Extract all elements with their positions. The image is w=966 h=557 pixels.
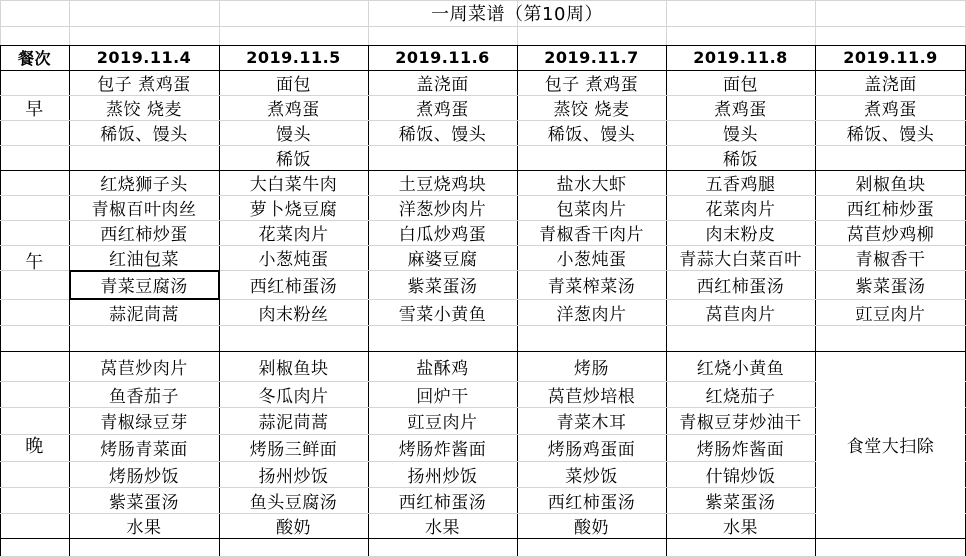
menu-cell[interactable]: 包菜肉片 [556, 200, 627, 220]
menu-cell[interactable]: 莴苣炒鸡柳 [846, 225, 935, 245]
menu-cell[interactable]: 稀饭 [723, 150, 758, 170]
grid-line-horizontal [0, 538, 966, 539]
menu-cell[interactable]: 水果 [723, 518, 758, 538]
menu-cell[interactable]: 蒜泥茼蒿 [258, 413, 329, 433]
menu-cell[interactable]: 蒸饺 烧麦 [553, 100, 630, 120]
menu-cell[interactable]: 稀饭、馒头 [547, 125, 636, 145]
menu-cell[interactable]: 紫菜蛋汤 [855, 277, 926, 297]
selected-cell-outline [69, 270, 220, 300]
menu-cell[interactable]: 花菜肉片 [705, 200, 776, 220]
menu-cell[interactable]: 盐酥鸡 [416, 358, 469, 379]
menu-cell[interactable]: 雪菜小黄鱼 [398, 304, 487, 325]
menu-cell[interactable]: 剁椒鱼块 [855, 175, 926, 195]
menu-cell[interactable]: 小葱炖蛋 [556, 250, 627, 270]
menu-cell[interactable]: 鱼香茄子 [109, 386, 179, 407]
menu-cell[interactable]: 包子 煮鸡蛋 [97, 75, 191, 95]
menu-cell[interactable]: 盐水大虾 [556, 175, 627, 195]
meal-column-header[interactable]: 餐次 [17, 49, 51, 68]
menu-cell[interactable]: 什锦炒饭 [705, 466, 776, 487]
grid-line-horizontal [0, 325, 966, 326]
menu-cell[interactable]: 剁椒鱼块 [258, 358, 329, 379]
grid-line-vertical [69, 0, 70, 45]
menu-cell[interactable]: 鱼头豆腐汤 [249, 492, 338, 513]
menu-cell[interactable]: 土豆烧鸡块 [398, 175, 487, 195]
menu-cell[interactable]: 烤肠三鲜面 [249, 440, 338, 460]
menu-cell[interactable]: 西红柿蛋汤 [249, 277, 338, 297]
menu-cell[interactable]: 包子 煮鸡蛋 [544, 75, 639, 95]
menu-cell[interactable]: 白瓜炒鸡蛋 [398, 225, 487, 245]
grid-line-vertical [815, 0, 816, 45]
menu-cell[interactable]: 青椒豆芽炒油干 [679, 413, 802, 433]
menu-cell[interactable]: 馒头 [276, 125, 311, 145]
menu-cell[interactable]: 洋葱炒肉片 [398, 200, 487, 220]
menu-cell[interactable]: 煮鸡蛋 [714, 100, 767, 120]
menu-cell[interactable]: 小葱炖蛋 [258, 250, 329, 270]
menu-cell[interactable] [815, 145, 966, 170]
menu-cell[interactable]: 稀饭、馒头 [100, 125, 188, 145]
menu-cell[interactable]: 豇豆肉片 [855, 304, 926, 325]
date-header[interactable]: 2019.11.6 [395, 48, 490, 67]
menu-cell[interactable]: 豇豆肉片 [407, 413, 478, 433]
menu-cell[interactable]: 红烧茄子 [705, 386, 776, 407]
menu-cell[interactable]: 蒜泥茼蒿 [109, 304, 179, 325]
menu-cell[interactable]: 青菜榨菜汤 [547, 277, 636, 297]
menu-cell[interactable] [517, 145, 666, 170]
menu-cell[interactable]: 冬瓜肉片 [258, 386, 329, 407]
menu-cell[interactable]: 烤肠鸡蛋面 [547, 440, 636, 460]
menu-cell[interactable]: 酸奶 [574, 518, 609, 538]
menu-cell[interactable]: 烤肠青菜面 [100, 440, 188, 460]
menu-cell[interactable]: 煮鸡蛋 [416, 100, 469, 120]
meal-label-breakfast[interactable]: 早 [25, 98, 44, 120]
menu-cell[interactable]: 青椒绿豆芽 [100, 413, 188, 433]
menu-cell[interactable]: 莴苣炒肉片 [100, 358, 188, 379]
meal-label-dinner[interactable]: 晚 [25, 435, 44, 457]
menu-cell[interactable]: 烤肠炒饭 [109, 466, 179, 487]
menu-cell[interactable]: 盖浇面 [416, 75, 469, 95]
menu-cell[interactable]: 麻婆豆腐 [407, 250, 478, 270]
page-title[interactable]: 一周菜谱（第10周） [431, 4, 603, 25]
menu-cell[interactable]: 稀饭、馒头 [846, 125, 935, 145]
menu-cell[interactable]: 西红柿炒蛋 [846, 200, 935, 220]
menu-cell[interactable]: 西红柿蛋汤 [696, 277, 785, 297]
menu-cell[interactable]: 红油包菜 [109, 250, 179, 270]
saturday-dinner-cell[interactable]: 食堂大扫除 [846, 437, 935, 457]
menu-cell[interactable]: 青椒百叶肉丝 [91, 200, 197, 220]
menu-cell[interactable]: 烤肠炸酱面 [398, 440, 487, 460]
menu-cell[interactable]: 西红柿炒蛋 [100, 225, 188, 245]
date-header[interactable]: 2019.11.7 [544, 48, 639, 67]
menu-cell[interactable]: 面包 [276, 75, 311, 95]
menu-cell[interactable]: 肉末粉皮 [705, 225, 776, 245]
grid-line-horizontal [0, 26, 966, 27]
menu-cell[interactable]: 稀饭 [276, 150, 311, 170]
menu-cell[interactable]: 扬州炒饭 [407, 466, 478, 487]
date-header[interactable]: 2019.11.8 [693, 48, 788, 67]
menu-cell[interactable]: 莴苣肉片 [705, 304, 776, 325]
menu-cell[interactable]: 五香鸡腿 [705, 175, 776, 195]
menu-cell[interactable]: 肉末粉丝 [258, 304, 329, 325]
date-header[interactable]: 2019.11.5 [246, 48, 341, 67]
menu-cell[interactable]: 红烧小黄鱼 [696, 358, 785, 379]
menu-cell[interactable]: 青椒香干 [855, 250, 926, 270]
menu-cell[interactable]: 紫菜蛋汤 [109, 492, 179, 513]
menu-cell[interactable]: 扬州炒饭 [258, 466, 329, 487]
menu-cell[interactable]: 稀饭、馒头 [398, 125, 487, 145]
menu-cell[interactable]: 馒头 [723, 125, 758, 145]
menu-cell[interactable]: 盖浇面 [864, 75, 917, 95]
menu-cell[interactable]: 紫菜蛋汤 [407, 277, 478, 297]
menu-cell[interactable]: 青蒜大白菜百叶 [679, 250, 802, 270]
menu-cell[interactable]: 红烧狮子头 [100, 175, 188, 195]
menu-cell[interactable]: 青椒香干肉片 [539, 225, 644, 245]
menu-cell[interactable]: 青菜木耳 [556, 413, 627, 433]
date-header[interactable]: 2019.11.9 [843, 48, 938, 67]
menu-cell[interactable]: 紫菜蛋汤 [705, 492, 776, 513]
menu-cell[interactable] [69, 145, 219, 170]
menu-cell[interactable]: 水果 [425, 518, 460, 538]
menu-cell[interactable]: 大白菜牛肉 [249, 175, 338, 195]
grid-line-vertical [0, 0, 1, 45]
menu-cell[interactable]: 洋葱肉片 [556, 304, 627, 325]
menu-cell[interactable]: 青菜豆腐汤 [100, 277, 188, 297]
menu-cell[interactable]: 水果 [126, 518, 162, 538]
menu-cell[interactable]: 西红柿蛋汤 [547, 492, 636, 513]
menu-cell[interactable]: 烤肠炸酱面 [696, 440, 785, 460]
menu-cell[interactable]: 菜炒饭 [565, 466, 618, 487]
menu-cell[interactable]: 花菜肉片 [258, 225, 329, 245]
menu-cell[interactable]: 煮鸡蛋 [267, 100, 320, 120]
menu-cell[interactable] [368, 145, 517, 170]
menu-cell[interactable]: 烤肠 [574, 358, 609, 379]
menu-cell[interactable]: 西红柿蛋汤 [398, 492, 487, 513]
menu-cell[interactable]: 蒸饺 烧麦 [106, 100, 182, 120]
menu-cell[interactable]: 面包 [723, 75, 758, 95]
menu-cell[interactable]: 酸奶 [276, 518, 311, 538]
menu-cell[interactable]: 回炉干 [416, 386, 469, 407]
meal-label-lunch[interactable]: 午 [25, 251, 44, 273]
menu-cell[interactable]: 莴苣炒培根 [547, 386, 636, 407]
menu-cell[interactable]: 萝卜烧豆腐 [249, 200, 338, 220]
date-header[interactable]: 2019.11.4 [96, 48, 192, 67]
menu-cell[interactable]: 煮鸡蛋 [864, 100, 917, 120]
